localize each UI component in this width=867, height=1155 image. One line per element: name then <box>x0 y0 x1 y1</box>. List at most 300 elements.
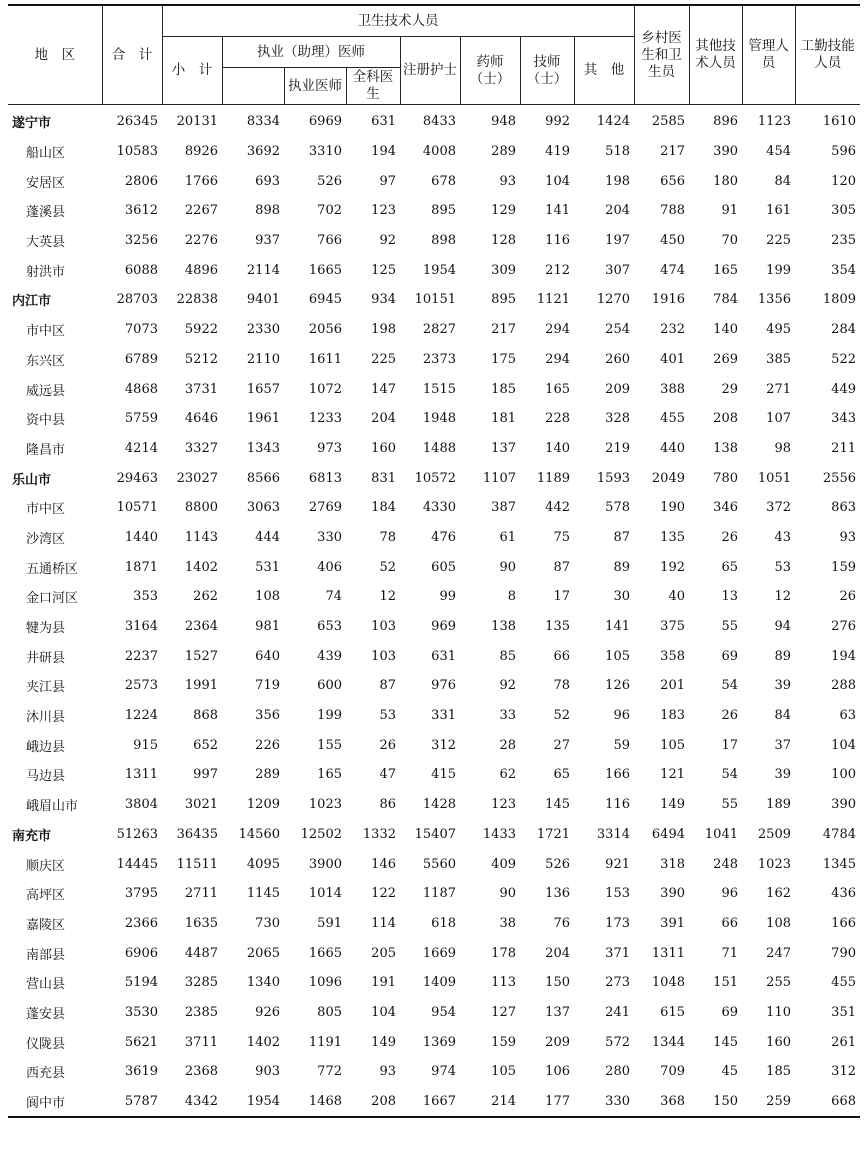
table-cell: 26345 <box>116 114 158 130</box>
table-cell: 343 <box>831 411 856 427</box>
table-cell: 3804 <box>124 797 158 813</box>
table-cell: 276 <box>831 619 856 635</box>
table-cell: 6789 <box>124 351 158 367</box>
table-cell: 93 <box>499 173 516 189</box>
table-cell: 284 <box>831 322 856 338</box>
region-name: 营山县 <box>26 977 66 993</box>
table-cell: 262 <box>193 589 218 605</box>
table-cell: 159 <box>491 1034 516 1050</box>
table-cell: 33 <box>499 708 516 724</box>
table-cell: 353 <box>133 589 158 605</box>
table-cell: 1428 <box>422 797 456 813</box>
table-cell: 27 <box>553 737 570 753</box>
table-cell: 8800 <box>184 500 218 516</box>
table-cell: 90 <box>499 886 516 902</box>
table-cell: 780 <box>713 470 738 486</box>
table-cell: 160 <box>766 1034 791 1050</box>
table-cell: 3314 <box>596 826 630 842</box>
table-cell: 26 <box>839 589 856 605</box>
table-row <box>8 1057 860 1087</box>
table-cell: 615 <box>660 1004 685 1020</box>
table-cell: 1468 <box>308 1094 342 1110</box>
table-cell: 1657 <box>246 381 280 397</box>
table-cell: 2806 <box>124 173 158 189</box>
table-cell: 61 <box>499 529 516 545</box>
table-cell: 1488 <box>422 440 456 456</box>
table-cell: 2110 <box>246 351 280 367</box>
table-cell: 52 <box>553 708 570 724</box>
table-cell: 100 <box>831 767 856 783</box>
table-row <box>8 582 860 612</box>
table-cell: 1515 <box>422 381 456 397</box>
table-cell: 40 <box>668 589 685 605</box>
table-cell: 241 <box>605 1004 630 1020</box>
table-cell: 198 <box>371 322 396 338</box>
table-row <box>8 641 860 671</box>
table-cell: 4330 <box>422 500 456 516</box>
table-cell: 189 <box>766 797 791 813</box>
table-cell: 135 <box>660 529 685 545</box>
table-cell: 1954 <box>246 1094 280 1110</box>
table-cell: 208 <box>713 411 738 427</box>
table-cell: 12 <box>774 589 791 605</box>
table-cell: 526 <box>317 173 342 189</box>
table-cell: 84 <box>774 173 791 189</box>
table-cell: 1409 <box>422 975 456 991</box>
table-cell: 225 <box>766 233 791 249</box>
region-name: 犍为县 <box>26 621 66 637</box>
table-cell: 2237 <box>124 648 158 664</box>
table-cell: 52 <box>379 559 396 575</box>
table-row <box>8 552 860 582</box>
table-cell: 166 <box>605 767 630 783</box>
table-cell: 4214 <box>124 440 158 456</box>
table-cell: 3063 <box>246 500 280 516</box>
table-row <box>8 404 860 434</box>
table-cell: 137 <box>491 440 516 456</box>
table-row <box>8 137 860 167</box>
header-subtotal: 小 计 <box>162 37 222 105</box>
table-cell: 113 <box>491 975 516 991</box>
table-cell: 145 <box>713 1034 738 1050</box>
table-cell: 26 <box>379 737 396 753</box>
table-cell: 261 <box>831 1034 856 1050</box>
table-cell: 87 <box>379 678 396 694</box>
table-cell: 165 <box>545 381 570 397</box>
table-cell: 105 <box>660 737 685 753</box>
table-cell: 39 <box>774 678 791 694</box>
table-cell: 22838 <box>176 292 218 308</box>
table-row-city <box>8 820 860 850</box>
table-cell: 125 <box>371 262 396 278</box>
region-name: 金口河区 <box>26 591 79 607</box>
table-cell: 358 <box>660 648 685 664</box>
header-licensed-total-blank <box>222 68 284 105</box>
table-cell: 997 <box>193 767 218 783</box>
table-cell: 140 <box>545 440 570 456</box>
region-name: 南充市 <box>12 828 52 844</box>
table-row <box>8 166 860 196</box>
table-cell: 93 <box>379 1064 396 1080</box>
table-cell: 11511 <box>176 856 218 872</box>
table-cell: 1123 <box>757 114 791 130</box>
table-cell: 12502 <box>300 826 342 842</box>
table-cell: 2366 <box>124 915 158 931</box>
table-cell: 181 <box>491 411 516 427</box>
table-cell: 1665 <box>308 945 342 961</box>
table-cell: 55 <box>721 797 738 813</box>
table-cell: 702 <box>317 203 342 219</box>
table-cell: 1340 <box>246 975 280 991</box>
table-cell: 104 <box>371 1004 396 1020</box>
table-cell: 328 <box>605 411 630 427</box>
table-cell: 208 <box>371 1094 396 1110</box>
table-cell: 3285 <box>184 975 218 991</box>
table-cell: 105 <box>491 1064 516 1080</box>
table-cell: 522 <box>831 351 856 367</box>
table-row <box>8 938 860 968</box>
table-cell: 146 <box>371 856 396 872</box>
table-cell: 43 <box>774 529 791 545</box>
table-cell: 128 <box>491 233 516 249</box>
table-cell: 38 <box>499 915 516 931</box>
region-name: 南部县 <box>26 947 66 963</box>
region-name: 威远县 <box>26 383 66 399</box>
table-cell: 4868 <box>124 381 158 397</box>
table-cell: 784 <box>713 292 738 308</box>
table-cell: 1916 <box>651 292 685 308</box>
table-cell: 159 <box>831 559 856 575</box>
table-cell: 271 <box>766 381 791 397</box>
table-cell: 211 <box>831 440 856 456</box>
table-cell: 185 <box>491 381 516 397</box>
table-cell: 59 <box>613 737 630 753</box>
table-row-city <box>8 285 860 315</box>
table-row <box>8 226 860 256</box>
table-cell: 449 <box>831 381 856 397</box>
table-cell: 10151 <box>414 292 456 308</box>
table-cell: 120 <box>831 173 856 189</box>
table-cell: 526 <box>545 856 570 872</box>
table-cell: 15407 <box>414 826 456 842</box>
table-cell: 401 <box>660 351 685 367</box>
table-cell: 5194 <box>124 975 158 991</box>
table-cell: 390 <box>831 797 856 813</box>
table-cell: 934 <box>371 292 396 308</box>
table-cell: 161 <box>766 203 791 219</box>
table-cell: 1189 <box>536 470 570 486</box>
table-cell: 668 <box>831 1094 856 1110</box>
table-cell: 572 <box>605 1034 630 1050</box>
table-cell: 255 <box>766 975 791 991</box>
table-cell: 147 <box>371 381 396 397</box>
table-cell: 137 <box>545 1004 570 1020</box>
table-cell: 1611 <box>308 351 342 367</box>
table-cell: 974 <box>431 1064 456 1080</box>
table-cell: 248 <box>713 856 738 872</box>
table-row <box>8 1027 860 1057</box>
table-cell: 89 <box>774 648 791 664</box>
table-cell: 2827 <box>422 322 456 338</box>
region-name: 资中县 <box>26 413 66 429</box>
table-cell: 145 <box>545 797 570 813</box>
region-name: 阆中市 <box>26 1096 66 1112</box>
table-cell: 440 <box>660 440 685 456</box>
table-cell: 104 <box>545 173 570 189</box>
table-cell: 1991 <box>184 678 218 694</box>
table-row <box>8 879 860 909</box>
table-cell: 772 <box>317 1064 342 1080</box>
table-cell: 1667 <box>422 1094 456 1110</box>
table-cell: 656 <box>660 173 685 189</box>
table-cell: 455 <box>660 411 685 427</box>
table-cell: 1343 <box>246 440 280 456</box>
table-cell: 312 <box>431 737 456 753</box>
table-cell: 165 <box>713 262 738 278</box>
table-cell: 390 <box>660 886 685 902</box>
table-cell: 87 <box>553 559 570 575</box>
header-village-doctor: 乡村医生和卫生员 <box>634 5 689 105</box>
table-cell: 114 <box>371 915 396 931</box>
table-cell: 4896 <box>184 262 218 278</box>
table-cell: 600 <box>317 678 342 694</box>
table-cell: 2556 <box>822 470 856 486</box>
table-body <box>8 105 860 1118</box>
table-row <box>8 345 860 375</box>
table-cell: 103 <box>371 619 396 635</box>
table-cell: 3795 <box>124 886 158 902</box>
table-cell: 7073 <box>124 322 158 338</box>
table-cell: 269 <box>713 351 738 367</box>
table-cell: 895 <box>491 292 516 308</box>
table-cell: 896 <box>713 114 738 130</box>
table-cell: 390 <box>713 144 738 160</box>
table-cell: 99 <box>439 589 456 605</box>
table-cell: 39 <box>774 767 791 783</box>
table-cell: 199 <box>317 708 342 724</box>
table-cell: 97 <box>379 173 396 189</box>
table-cell: 247 <box>766 945 791 961</box>
table-cell: 4784 <box>822 826 856 842</box>
table-cell: 1191 <box>308 1034 342 1050</box>
table-cell: 788 <box>660 203 685 219</box>
table-cell: 6945 <box>308 292 342 308</box>
table-cell: 2276 <box>184 233 218 249</box>
table-cell: 3711 <box>184 1034 218 1050</box>
table-cell: 191 <box>371 975 396 991</box>
table-cell: 805 <box>317 1004 342 1020</box>
table-cell: 1433 <box>482 826 516 842</box>
header-other: 其 他 <box>574 37 634 105</box>
table-cell: 915 <box>133 737 158 753</box>
table-cell: 406 <box>317 559 342 575</box>
table-cell: 3900 <box>308 856 342 872</box>
table-cell: 87 <box>613 529 630 545</box>
table-cell: 305 <box>831 203 856 219</box>
table-cell: 454 <box>766 144 791 160</box>
table-cell: 92 <box>379 233 396 249</box>
table-cell: 1311 <box>651 945 685 961</box>
table-cell: 766 <box>317 233 342 249</box>
table-cell: 1440 <box>124 529 158 545</box>
table-cell: 209 <box>545 1034 570 1050</box>
table-cell: 14560 <box>238 826 280 842</box>
table-cell: 1424 <box>596 114 630 130</box>
table-cell: 976 <box>431 678 456 694</box>
table-cell: 4095 <box>246 856 280 872</box>
table-cell: 65 <box>553 767 570 783</box>
region-name: 隆昌市 <box>26 442 66 458</box>
table-cell: 354 <box>831 262 856 278</box>
table-cell: 531 <box>255 559 280 575</box>
table-cell: 1023 <box>308 797 342 813</box>
table-cell: 898 <box>431 233 456 249</box>
table-cell: 436 <box>831 886 856 902</box>
table-cell: 476 <box>431 529 456 545</box>
table-row <box>8 671 860 701</box>
table-cell: 474 <box>660 262 685 278</box>
table-cell: 678 <box>431 173 456 189</box>
region-name: 市中区 <box>26 324 66 340</box>
table-cell: 17 <box>721 737 738 753</box>
table-row <box>8 612 860 642</box>
table-cell: 103 <box>371 648 396 664</box>
table-cell: 17 <box>553 589 570 605</box>
table-row <box>8 730 860 760</box>
table-cell: 36435 <box>176 826 218 842</box>
table-row <box>8 196 860 226</box>
table-cell: 173 <box>605 915 630 931</box>
table-cell: 96 <box>721 886 738 902</box>
table-cell: 178 <box>491 945 516 961</box>
table-cell: 5621 <box>124 1034 158 1050</box>
table-cell: 5759 <box>124 411 158 427</box>
table-cell: 375 <box>660 619 685 635</box>
table-cell: 455 <box>831 975 856 991</box>
table-cell: 12 <box>379 589 396 605</box>
table-cell: 2049 <box>651 470 685 486</box>
table-cell: 371 <box>605 945 630 961</box>
table-cell: 149 <box>371 1034 396 1050</box>
table-cell: 895 <box>431 203 456 219</box>
table-cell: 3530 <box>124 1004 158 1020</box>
table-cell: 2509 <box>757 826 791 842</box>
table-cell: 205 <box>371 945 396 961</box>
table-cell: 387 <box>491 500 516 516</box>
table-cell: 96 <box>613 708 630 724</box>
table-cell: 94 <box>774 619 791 635</box>
table-cell: 863 <box>831 500 856 516</box>
table-cell: 5212 <box>184 351 218 367</box>
region-name: 峨边县 <box>26 739 66 755</box>
table-cell: 1143 <box>184 529 218 545</box>
table-cell: 1121 <box>536 292 570 308</box>
region-name: 蓬安县 <box>26 1006 66 1022</box>
table-cell: 6813 <box>308 470 342 486</box>
region-name: 射洪市 <box>26 264 66 280</box>
table-cell: 1954 <box>422 262 456 278</box>
table-cell: 75 <box>553 529 570 545</box>
table-cell: 898 <box>255 203 280 219</box>
table-cell: 121 <box>660 767 685 783</box>
table-cell: 30 <box>613 589 630 605</box>
table-cell: 903 <box>255 1064 280 1080</box>
table-cell: 183 <box>660 708 685 724</box>
table-cell: 198 <box>605 173 630 189</box>
table-cell: 70 <box>721 233 738 249</box>
table-cell: 122 <box>371 886 396 902</box>
table-cell: 212 <box>545 262 570 278</box>
table-cell: 495 <box>766 322 791 338</box>
table-cell: 631 <box>431 648 456 664</box>
table-cell: 4342 <box>184 1094 218 1110</box>
region-name: 西充县 <box>26 1066 66 1082</box>
table-cell: 1233 <box>308 411 342 427</box>
table-cell: 259 <box>766 1094 791 1110</box>
table-cell: 1669 <box>422 945 456 961</box>
table-cell: 141 <box>605 619 630 635</box>
table-cell: 185 <box>766 1064 791 1080</box>
table-cell: 254 <box>605 322 630 338</box>
table-cell: 273 <box>605 975 630 991</box>
table-cell: 84 <box>774 708 791 724</box>
table-cell: 93 <box>839 529 856 545</box>
table-cell: 197 <box>605 233 630 249</box>
table-cell: 1402 <box>184 559 218 575</box>
table-cell: 78 <box>379 529 396 545</box>
table-row <box>8 760 860 790</box>
region-name: 东兴区 <box>26 353 66 369</box>
table-cell: 71 <box>721 945 738 961</box>
table-cell: 618 <box>431 915 456 931</box>
table-cell: 1527 <box>184 648 218 664</box>
table-cell: 1014 <box>308 886 342 902</box>
table-cell: 2373 <box>422 351 456 367</box>
table-cell: 652 <box>193 737 218 753</box>
table-cell: 140 <box>713 322 738 338</box>
table-cell: 108 <box>255 589 280 605</box>
table-cell: 28703 <box>116 292 158 308</box>
table-row <box>8 701 860 731</box>
header-technician: 技师（士） <box>520 37 574 105</box>
table-cell: 318 <box>660 856 685 872</box>
table-cell: 1051 <box>757 470 791 486</box>
header-other-tech: 其他技术人员 <box>689 5 742 105</box>
table-cell: 127 <box>491 1004 516 1020</box>
table-row <box>8 849 860 879</box>
region-name: 市中区 <box>26 502 66 518</box>
table-cell: 442 <box>545 500 570 516</box>
table-cell: 3310 <box>308 144 342 160</box>
table-cell: 160 <box>371 440 396 456</box>
table-cell: 1948 <box>422 411 456 427</box>
table-cell: 372 <box>766 500 791 516</box>
table-header <box>8 5 860 105</box>
table-cell: 518 <box>605 144 630 160</box>
table-cell: 289 <box>255 767 280 783</box>
table-cell: 204 <box>605 203 630 219</box>
table-cell: 948 <box>491 114 516 130</box>
table-cell: 356 <box>255 708 280 724</box>
table-cell: 116 <box>545 233 570 249</box>
table-cell: 1766 <box>184 173 218 189</box>
table-row <box>8 493 860 523</box>
region-name: 沐川县 <box>26 710 66 726</box>
table-cell: 1072 <box>308 381 342 397</box>
table-cell: 3327 <box>184 440 218 456</box>
table-cell: 4646 <box>184 411 218 427</box>
region-name: 安居区 <box>26 175 66 191</box>
